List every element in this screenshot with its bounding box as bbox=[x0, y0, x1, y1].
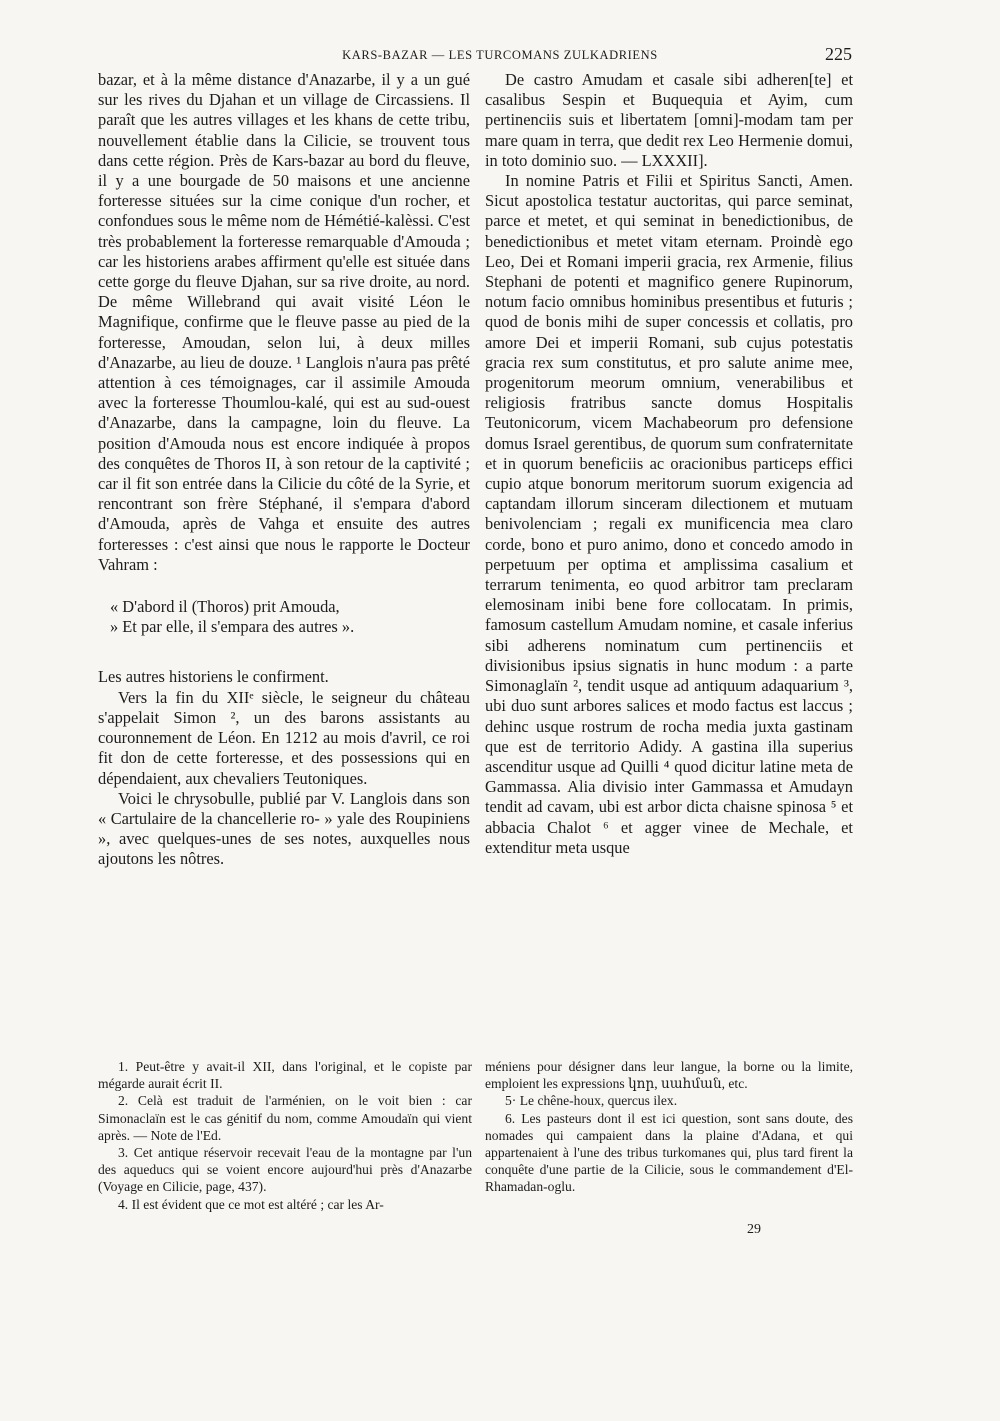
paragraph: Voici le chrysobulle, publié par V. Langlois dans son « Cartulaire de la chancellerie ro- » yale des Roupiniens », avec quelques-unes de ses notes, auxquelles nous ajoutons les nôtres. bbox=[98, 788, 470, 869]
verse-line: » Et par elle, il s'empara des autres ». bbox=[110, 617, 355, 637]
footnote: méniens pour désigner dans leur langue, la borne ou la limite, emploient les expressions կոր, սահման, etc. bbox=[485, 1059, 853, 1092]
signature-mark: 29 bbox=[747, 1222, 761, 1237]
footnote: 4. Il est évident que ce mot est altéré ; car les Ar- bbox=[118, 1196, 384, 1212]
verse-line: « D'abord il (Thoros) prit Amouda, bbox=[110, 597, 340, 617]
charter-heading: De castro Amudam et casale sibi adheren[te] et casalibus Sespin et Buquequia et Ayim, cum pertinenciis suis et libertatem [omni]-modam tam per mare quam in terra, que dedit rex Leo Hermenie domui, in toto dominio suo. — LXXXII]. bbox=[485, 70, 853, 170]
running-title: KARS-BAZAR — LES TURCOMANS ZULKADRIENS bbox=[342, 48, 658, 62]
footnote: 3. Cet antique réservoir recevait l'eau de la montagne par l'un des aqueducs qui se voient encore aujourd'hui près d'Anazarbe (Voyage en Cilicie, page, 437). bbox=[98, 1145, 472, 1195]
footnotes-right bbox=[485, 1058, 853, 1196]
page-header bbox=[0, 44, 1000, 68]
footnote: 6. Les pasteurs dont il est ici question, sont sans doute, des nomades qui campaient dans la plaine d'Adana, et qui appartenaient à l'une des tribus turkomanes qui, plus tard firent la conquête d'une partie de la Cilicie, sous le commandement d'El-Rhamadan-oglu. bbox=[485, 1110, 853, 1195]
paragraph: Vers la fin du XIIᵉ siècle, le seigneur du château s'appelait Simon ², un des barons assistants au couronnement de Léon. En 1212 au mois d'avril, ce roi fit don de cette forteresse, et des possessions qui en dépendaient, aux chevaliers Teutoniques. bbox=[98, 687, 470, 788]
verse-quote bbox=[98, 597, 470, 637]
footnotes-left bbox=[98, 1058, 472, 1213]
page-number: 225 bbox=[825, 44, 852, 64]
footnote: 2. Celà est traduit de l'arménien, on le voit bien : car Simonaclaïn est le cas génitif du nom, comme Amoudaïn qui vient après. — Note de l'Ed. bbox=[98, 1093, 472, 1143]
footnote: 5· Le chêne-houx, quercus ilex. bbox=[505, 1093, 678, 1109]
paragraph: Les autres historiens le confirment. bbox=[98, 667, 329, 687]
charter-text: In nomine Patris et Filii et Spiritus Sancti, Amen. Sicut apostolica testatur auctoritas, qui parce seminat, parce et metet, et qui seminat in benedictionibus, de benedictionibus et metet vitam eternam. Proindè ego Leo, Dei et Romani imperii gracia, rex Armenie, filius Stephani de potenti et magnifico genere Rupinorum, notum facio omnibus hominibus presentibus et futuris ; quod de bonis mihi de super concessis et collatis, pro amore Dei et imperii Romani, sub cujus potestatis gracia rex sum constitutus, et pro salute anime mee, progenitorum meorum omnium, venerabilibus et religiosis fratribus sancte domus Hospitalis Teutonicorum, vicem Machabeorum pro defensione domus Israel gerentibus, de quorum sum confraternitate et in quorum beneficiis ac oracionibus particeps effici cupio atque bonorum meritorum suorum exigencia ad captandam illorum sinceram dilectionem et mutuam benivolenciam ; regali ex munificencia mea claro corde, bono et puro animo, dono et concedo amodo in perpetuum per optima et amplissima casalium et terrarum tenimenta, eo quod arbitror tam preclaram elemosinam inibi bene fore collocatam. In primis, famosum castellum Amudam nomine, et casale inferius sibi adherens nominatum cum pertinenciis et divisionibus ipsius signatis in hunc modum : a parte Simonaglaïn ², tendit usque ad antiquum adaquarium ³, ubi duo sunt arbores salices et modo factus est laccus ; dehinc usque rostrum de rocha media juxta gastinam que est de territorio Adidy. A gastina illa superius ascenditur usque ad Quilli ⁴ quod dicitur latine meta de Gammassa. Alia divisio inter Gammassa et Amudayn tendit ad cavam, ubi est arbor dicta chaisne spinosa ⁵ et abbacia Chalot ⁶ et agger vinee de Mechale, et extenditur meta usque bbox=[485, 171, 853, 857]
paragraph: bazar, et à la même distance d'Anazarbe, il y a un gué sur les rives du Djahan et un village de Circassiens. Il paraît que les autres villages et les khans de cette tribu, nouvellement établie dans la Cilicie, se trouvent tous dans cette région. Près de Kars-bazar au bord du fleuve, il y a une bourgade de 50 maisons et une ancienne forteresse situées sur la cime conique d'un rocher, et confondues sous le même nom de Hémétié-kalèssi. C'est très probablement la forteresse remarquable d'Amouda ; car les historiens arabes affirment qu'elle est située dans cette gorge du fleuve Djahan, sur sa rive droite, au nord. De même Willebrand qui avait visité Léon le Magnifique, confirme que le fleuve passe au pied de la forteresse, Amoudan, selon lui, à deux milles d'Anazarbe, au lieu de douze. ¹ Langlois n'aura pas prêté attention à ces témoignages, car il assimile Amouda avec la forteresse Thoumlou-kalé, qui est au sud-ouest d'Anazarbe, dans la campagne, loin du fleuve. La position d'Amouda nous est encore indiquée à propos des conquêtes de Thoros II, à son retour de la captivité ; car il fit son entrée dans la Cilicie du côté de la Syrie, et rencontrant son frère Stéphané, il s'empara d'abord d'Amouda, après de Vahga et ensuite des autres forteresses : c'est ainsi que nous le rapporte le Docteur Vahram : bbox=[98, 70, 470, 574]
footnote: 1. Peut-être y avait-il XII, dans l'original, et le copiste par mégarde aurait écrit II. bbox=[98, 1059, 472, 1092]
left-text-column bbox=[98, 70, 470, 870]
right-text-column bbox=[485, 70, 853, 858]
